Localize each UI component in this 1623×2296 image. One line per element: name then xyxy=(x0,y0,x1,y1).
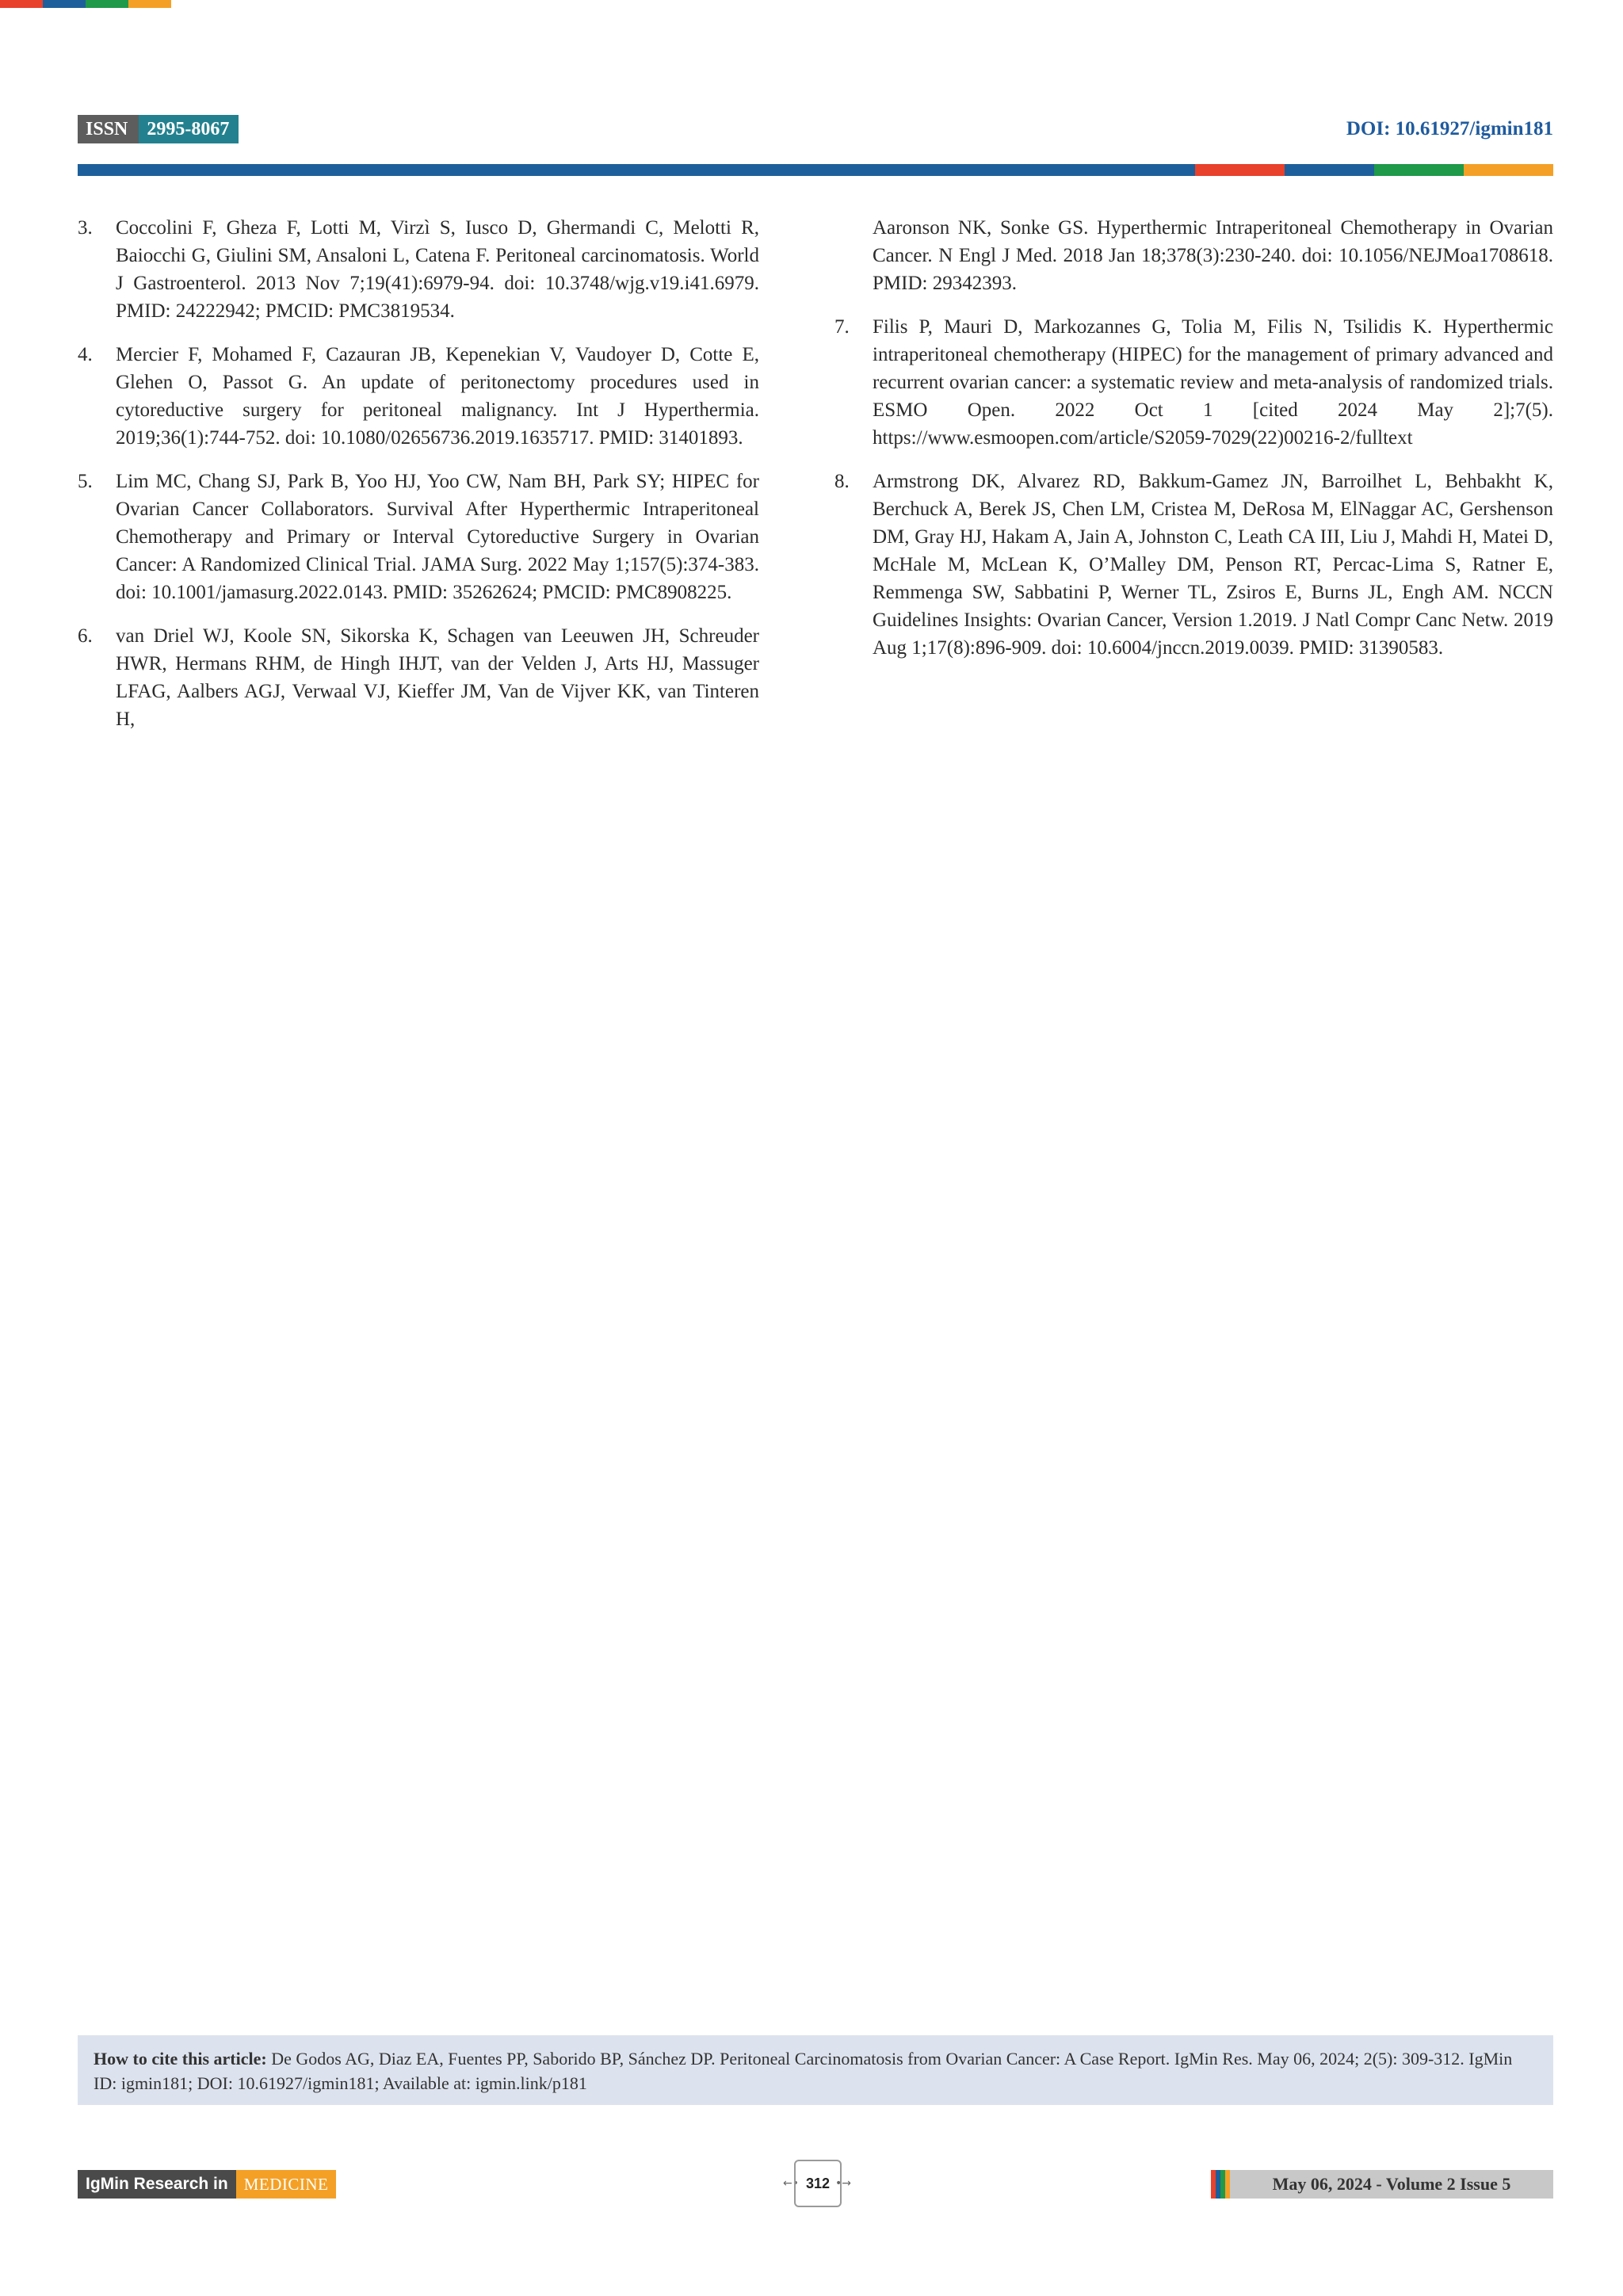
rule-green xyxy=(1374,164,1464,176)
rule-orange xyxy=(1464,164,1553,176)
reference-text: Filis P, Mauri D, Markozannes G, Tolia M, Filis N, Tsilidis K. Hyperthermic intraperitoneal chemotherapy (HIPEC) for the management of primary advanced and recurrent ovarian cancer: a systematic review and meta-analysis of randomized trials. ESMO Open. 2022 Oct 1 [cited 2024 May 2];7(5). https://www.esmoopen.com/article/S2059-7029(22)00216-2/fulltext xyxy=(873,316,1553,449)
page-number-badge xyxy=(783,2160,854,2207)
arrow-right-icon: •→ xyxy=(835,2177,851,2190)
issue-info xyxy=(1211,2170,1553,2199)
reference-item xyxy=(78,468,759,606)
reference-number: 6. xyxy=(78,625,93,647)
top-color-strip xyxy=(0,0,171,8)
reference-continuation: Aaronson NK, Sonke GS. Hyperthermic Intraperitoneal Chemotherapy in Ovarian Cancer. N Engl J Med. 2018 Jan 18;378(3):230-240. doi: 10.1056/NEJMoa1708618. PMID: 29342393. xyxy=(873,217,1553,294)
strip-blue xyxy=(43,0,86,8)
issn-label: ISSN xyxy=(78,115,139,143)
reference-text: Lim MC, Chang SJ, Park B, Yoo HJ, Yoo CW, Nam BH, Park SY; HIPEC for Ovarian Cancer Collaborators. Survival After Hyperthermic Intraperitoneal Chemotherapy and Primary or Interval Cytoreductive Surgery in Ovarian Cancer: A Randomized Clinical Trial. JAMA Surg. 2022 May 1;157(5):374-383. doi: 10.1001/jamasurg.2022.0143. PMID: 35262624; PMCID: PMC8908225. xyxy=(116,471,759,603)
reference-item xyxy=(834,313,1553,452)
color-bars-icon xyxy=(1211,2170,1230,2199)
reference-item xyxy=(834,468,1553,662)
reference-item xyxy=(78,341,759,452)
header-rule xyxy=(78,164,1553,176)
reference-number: 5. xyxy=(78,471,93,492)
reference-number: 4. xyxy=(78,344,93,365)
arrow-left-icon: ←• xyxy=(783,2177,799,2190)
issn-badge xyxy=(78,115,239,143)
issue-date: May 06, 2024 - Volume 2 Issue 5 xyxy=(1230,2170,1553,2199)
rule-blue-segment xyxy=(1285,164,1374,176)
citation-label: How to cite this article: xyxy=(94,2049,267,2069)
doi-link[interactable]: DOI: 10.61927/igmin181 xyxy=(1346,118,1553,139)
references-right-column xyxy=(834,214,1553,678)
page-number: 312 xyxy=(794,2160,842,2207)
reference-text: Coccolini F, Gheza F, Lotti M, Virzì S, Iusco D, Ghermandi C, Melotti R, Baiocchi G, Giulini SM, Ansaloni L, Catena F. Peritoneal carcinomatosis. World J Gastroenterol. 2013 Nov 7;19(41):6979-94. doi: 10.3748/wjg.v19.i41.6979. PMID: 24222942; PMCID: PMC3819534. xyxy=(116,217,759,322)
reference-number: 3. xyxy=(78,217,93,239)
journal-brand: IgMin Research in xyxy=(78,2170,236,2199)
reference-item xyxy=(78,622,759,733)
reference-text: van Driel WJ, Koole SN, Sikorska K, Schagen van Leeuwen JH, Schreuder HWR, Hermans RHM, de Hingh IHJT, van der Velden J, Arts HJ, Massuger LFAG, Aalbers AGJ, Verwaal VJ, Kieffer JM, Van de Vijver KK, van Tinteren H, xyxy=(116,625,759,730)
strip-red xyxy=(0,0,43,8)
issn-value: 2995-8067 xyxy=(139,115,239,143)
reference-text: Armstrong DK, Alvarez RD, Bakkum-Gamez JN, Barroilhet L, Behbakht K, Berchuck A, Berek JS, Chen LM, Cristea M, DeRosa M, ElNaggar AC, Gershenson DM, Gray HJ, Hakam A, Jain A, Johnston C, Leath CA III, Liu J, Mahdi H, Matei D, McHale M, McLean K, O’Malley DM, Penson RT, Percac-Lima S, Ratner E, Remmenga SW, Sabbatini P, Werner TL, Zsiros E, Burns JL, Engh AM. NCCN Guidelines Insights: Ovarian Cancer, Version 1.2019. J Natl Compr Canc Netw. 2019 Aug 1;17(8):896-909. doi: 10.6004/jnccn.2019.0039. PMID: 31390583. xyxy=(873,471,1553,659)
rule-red xyxy=(1195,164,1285,176)
journal-badge xyxy=(78,2170,336,2199)
references-left-column xyxy=(78,214,759,749)
citation-box xyxy=(78,2035,1553,2105)
journal-subject: MEDICINE xyxy=(236,2170,337,2199)
rule-blue xyxy=(78,164,1195,176)
reference-item xyxy=(78,214,759,325)
reference-number: 7. xyxy=(834,316,850,338)
reference-number: 8. xyxy=(834,471,850,492)
strip-green xyxy=(86,0,128,8)
reference-text: Mercier F, Mohamed F, Cazauran JB, Kepenekian V, Vaudoyer D, Cotte E, Glehen O, Passot G. An update of peritonectomy procedures used in cytoreductive surgery for peritoneal malignancy. Int J Hyperthermia. 2019;36(1):744-752. doi: 10.1080/02656736.2019.1635717. PMID: 31401893. xyxy=(116,344,759,449)
citation-text: De Godos AG, Diaz EA, Fuentes PP, Saborido BP, Sánchez DP. Peritoneal Carcinomatosis from Ovarian Cancer: A Case Report. IgMin Res. May 06, 2024; 2(5): 309-312. IgMin ID: igmin181; DOI: 10.61927/igmin181; Available at: igmin.link/p181 xyxy=(94,2049,1513,2093)
strip-orange xyxy=(128,0,171,8)
